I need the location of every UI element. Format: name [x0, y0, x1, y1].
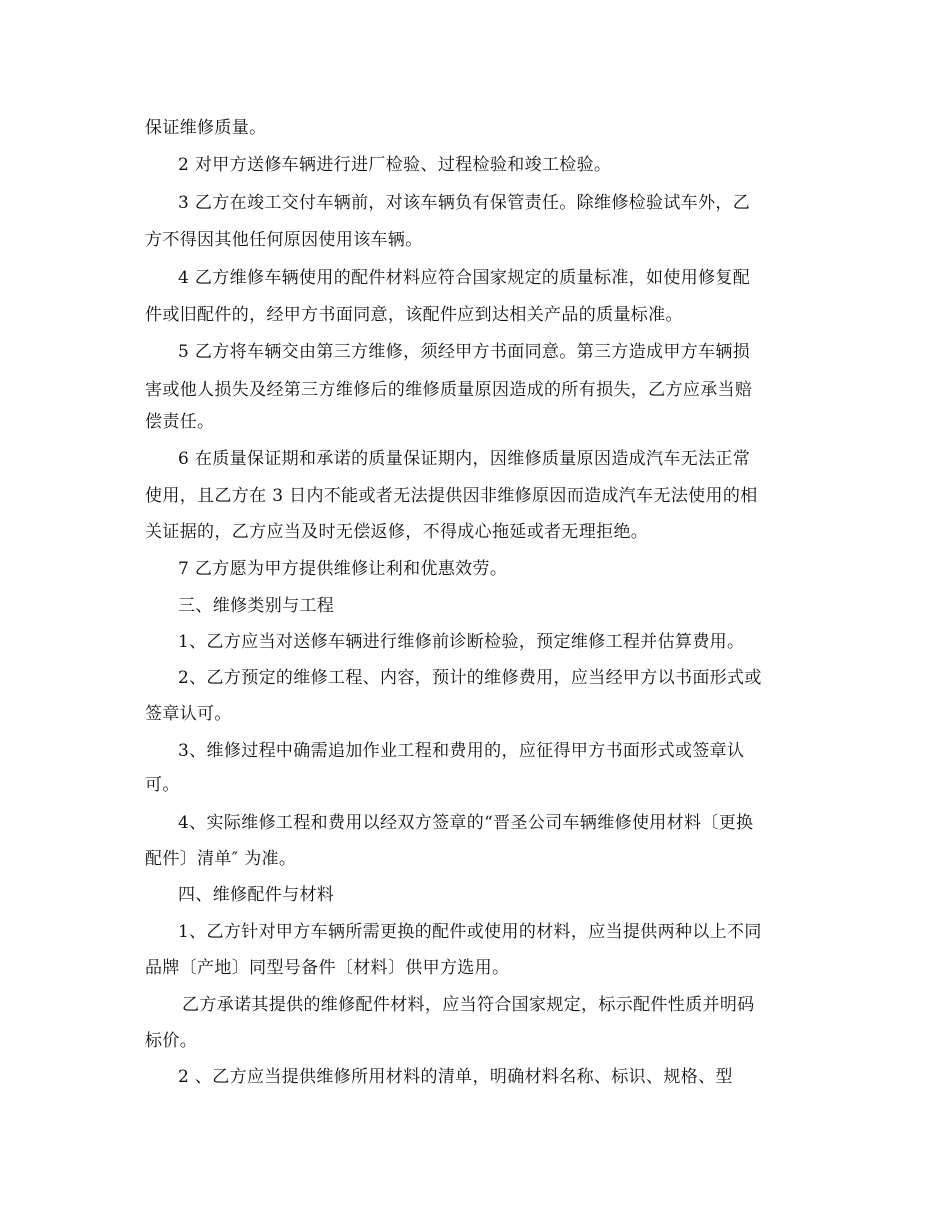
text-line: 标价。 [145, 1031, 198, 1051]
text-line: 件或旧配件的，经甲方书面同意，该配件应到达相关产品的质量标准。 [145, 305, 683, 325]
text-line: 品牌〔产地〕同型号备件〔材料〕供甲方选用。 [145, 958, 510, 978]
text-line: 4 乙方维修车辆使用的配件材料应符合国家规定的质量标准，如使用修复配 [178, 268, 751, 288]
text-line: 签章认可。 [145, 704, 232, 724]
text-line: 害或他人损失及经第三方维修后的维修质量原因造成的所有损失，乙方应承当赔 [145, 380, 753, 400]
text-line: 1、乙方应当对送修车辆进行维修前诊断检验，预定维修工程并估算费用。 [178, 632, 745, 652]
text-line: 2 对甲方送修车辆进行进厂检验、过程检验和竣工检验。 [178, 155, 612, 175]
text-line: 3、维修过程中确需追加作业工程和费用的，应征得甲方书面形式或签章认 [178, 741, 745, 761]
text-line: 方不得因其他任何原因使用该车辆。 [145, 230, 423, 250]
text-line: 使用，且乙方在 3 日内不能或者无法提供因非维修原因而造成汽车无法使用的相 [145, 486, 758, 506]
text-line: 关证据的，乙方应当及时无偿返修，不得成心拖延或者无理拒绝。 [145, 522, 649, 542]
text-line: 3 乙方在竣工交付车辆前，对该车辆负有保管责任。除维修检验试车外，乙 [178, 193, 751, 213]
text-line: 5 乙方将车辆交由第三方维修，须经甲方书面同意。第三方造成甲方车辆损 [178, 342, 751, 362]
text-line: 2 、乙方应当提供维修所用材料的清单，明确材料名称、标识、规格、型 [178, 1067, 733, 1087]
section-heading: 三、维修类别与工程 [178, 596, 335, 616]
text-line: 偿责任。 [145, 412, 215, 432]
text-line: 6 在质量保证期和承诺的质量保证期内，因维修质量原因造成汽车无法正常 [178, 449, 751, 469]
text-line: 2、乙方预定的维修工程、内容，预计的维修费用，应当经甲方以书面形式或 [178, 668, 762, 688]
text-line: 可。 [145, 775, 180, 795]
text-line: 乙方承诺其提供的维修配件材料，应当符合国家规定，标示配件性质并明码 [182, 995, 755, 1015]
text-line: 7 乙方愿为甲方提供维修让利和优惠效劳。 [178, 559, 508, 579]
text-line: 配件〕清单″ 为准。 [145, 849, 297, 869]
text-line: 4、实际维修工程和费用以经双方签章的“晋圣公司车辆维修使用材料〔更换 [178, 813, 754, 833]
text-line: 保证维修质量。 [145, 118, 267, 138]
text-line: 1、乙方针对甲方车辆所需更换的配件或使用的材料，应当提供两种以上不同 [178, 922, 762, 942]
section-heading: 四、维修配件与材料 [178, 885, 335, 905]
